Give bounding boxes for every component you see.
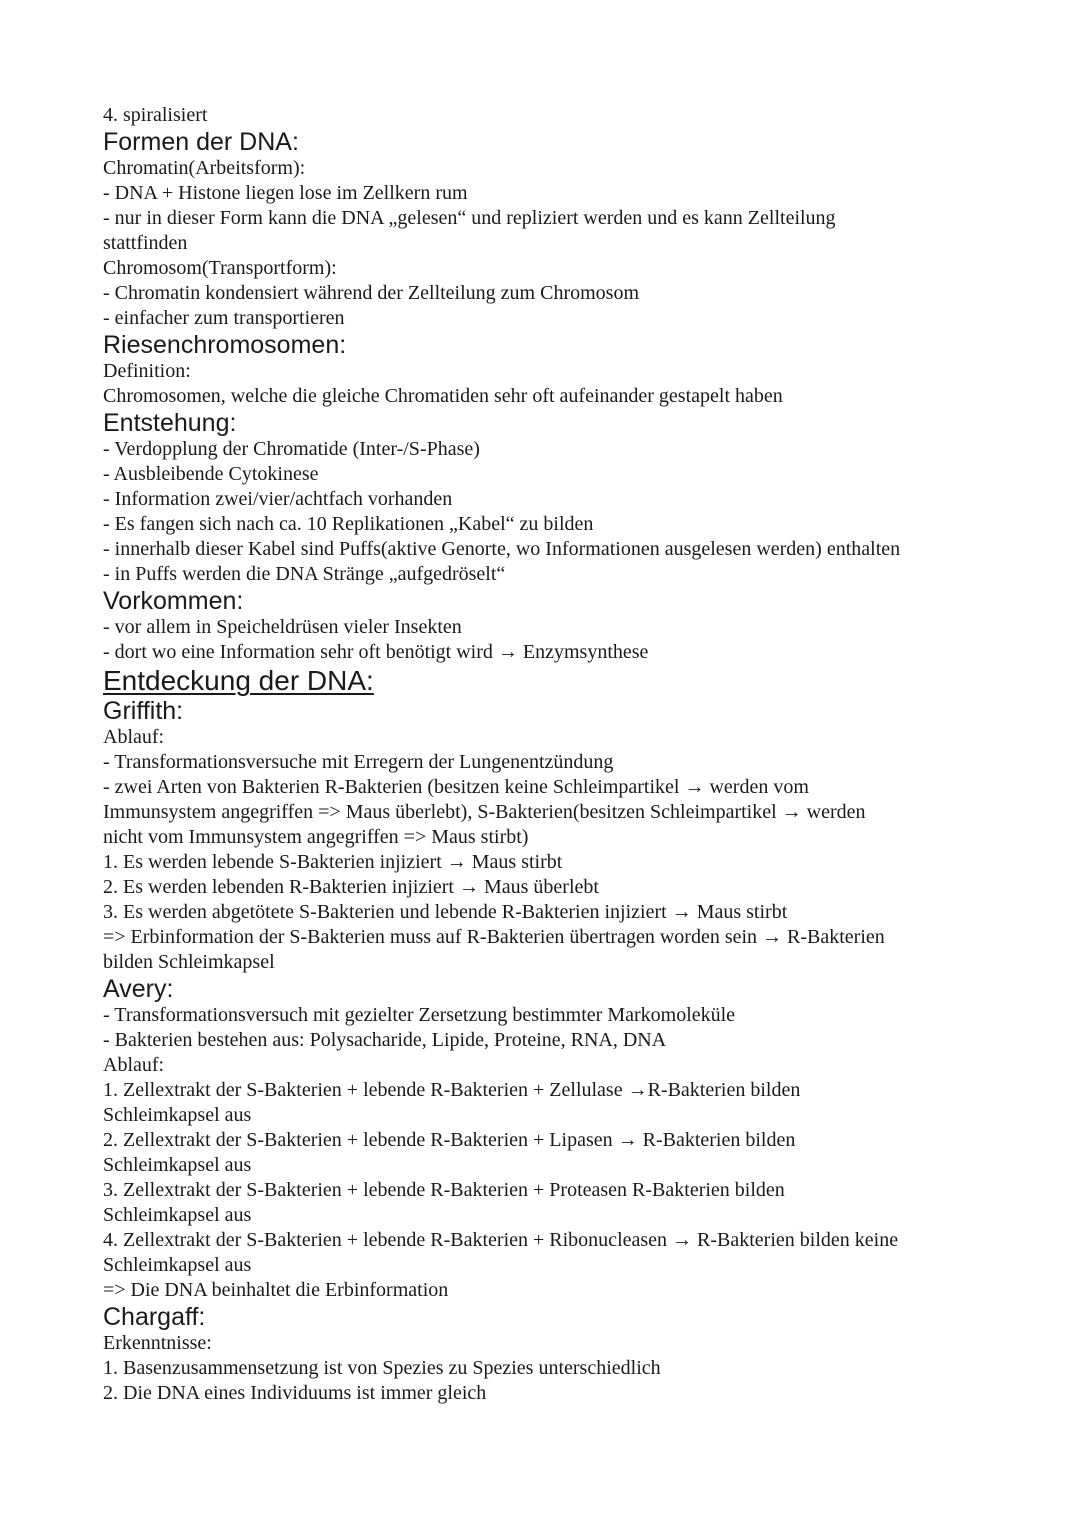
text-line: - dort wo eine Information sehr oft benötigt wird → Enzymsynthese (103, 641, 649, 663)
text-line: - zwei Arten von Bakterien R-Bakterien (besitzen keine Schleimpartikel → werden vom (103, 776, 809, 798)
text-line: Definition: (103, 360, 191, 382)
text-line: Erkenntnisse: (103, 1332, 212, 1354)
text-line: - Information zwei/vier/achtfach vorhanden (103, 488, 453, 510)
section-heading: Riesenchromosomen: (103, 331, 347, 359)
text-line: Chromosomen, welche die gleiche Chromatiden sehr oft aufeinander gestapelt haben (103, 385, 783, 407)
text-line: Ablauf: (103, 726, 165, 748)
text-line: Schleimkapsel aus (103, 1204, 252, 1226)
text-line: - Verdopplung der Chromatide (Inter-/S-Phase) (103, 438, 480, 460)
text-line: - innerhalb dieser Kabel sind Puffs(aktive Genorte, wo Informationen ausgelesen werden) enthalten (103, 538, 901, 560)
text-line: - Ausbleibende Cytokinese (103, 463, 319, 485)
text-line: 1. Es werden lebende S-Bakterien injiziert → Maus stirbt (103, 851, 563, 873)
text-line: Schleimkapsel aus (103, 1104, 252, 1126)
text-line: 3. Es werden abgetötete S-Bakterien und lebende R-Bakterien injiziert → Maus stirbt (103, 901, 788, 923)
main-heading: Entdeckung der DNA: (103, 665, 374, 696)
document-page (103, 103, 1033, 1406)
section-heading: Entstehung: (103, 409, 237, 437)
section-heading: Formen der DNA: (103, 128, 299, 156)
text-line: 2. Es werden lebenden R-Bakterien injiziert → Maus überlebt (103, 876, 599, 898)
text-line: - DNA + Histone liegen lose im Zellkern rum (103, 182, 468, 204)
text-line: 1. Basenzusammensetzung ist von Spezies zu Spezies unterschiedlich (103, 1357, 661, 1379)
text-line: 2. Die DNA eines Individuums ist immer gleich (103, 1382, 487, 1404)
text-line: 4. spiralisiert (103, 104, 208, 126)
text-line: 1. Zellextrakt der S-Bakterien + lebende R-Bakterien + Zellulase →R-Bakterien bilden (103, 1079, 801, 1101)
text-line: 2. Zellextrakt der S-Bakterien + lebende R-Bakterien + Lipasen → R-Bakterien bilden (103, 1129, 796, 1151)
text-line: Schleimkapsel aus (103, 1154, 252, 1176)
text-line: Ablauf: (103, 1054, 165, 1076)
text-line: bilden Schleimkapsel (103, 951, 275, 973)
section-heading: Avery: (103, 975, 174, 1003)
text-line: 3. Zellextrakt der S-Bakterien + lebende R-Bakterien + Proteasen R-Bakterien bilden (103, 1179, 785, 1201)
text-line: - Bakterien bestehen aus: Polysacharide, Lipide, Proteine, RNA, DNA (103, 1029, 667, 1051)
section-heading: Vorkommen: (103, 587, 244, 615)
text-line: 4. Zellextrakt der S-Bakterien + lebende R-Bakterien + Ribonucleasen → R-Bakterien bilden keine (103, 1229, 899, 1251)
text-line: - nur in dieser Form kann die DNA „gelesen“ und repliziert werden und es kann Zellteilung (103, 207, 836, 229)
text-line: - Chromatin kondensiert während der Zellteilung zum Chromosom (103, 282, 639, 304)
text-line: Chromatin(Arbeitsform): (103, 157, 306, 179)
section-heading: Griffith: (103, 697, 184, 725)
text-line: - in Puffs werden die DNA Stränge „aufgedröselt“ (103, 563, 506, 585)
section-heading: Chargaff: (103, 1303, 206, 1331)
text-line: Chromosom(Transportform): (103, 257, 337, 279)
text-line: - Es fangen sich nach ca. 10 Replikationen „Kabel“ zu bilden (103, 513, 594, 535)
text-line: Schleimkapsel aus (103, 1254, 252, 1276)
text-line: - Transformationsversuche mit Erregern der Lungenentzündung (103, 751, 614, 773)
text-line: - vor allem in Speicheldrüsen vieler Insekten (103, 616, 462, 638)
text-line: - einfacher zum transportieren (103, 307, 345, 329)
text-line: => Die DNA beinhaltet die Erbinformation (103, 1279, 449, 1301)
text-line: - Transformationsversuch mit gezielter Zersetzung bestimmter Markomoleküle (103, 1004, 736, 1026)
text-line: nicht vom Immunsystem angegriffen => Maus stirbt) (103, 826, 529, 848)
text-line: stattfinden (103, 232, 188, 254)
text-line: => Erbinformation der S-Bakterien muss auf R-Bakterien übertragen worden sein → R-Bakterien (103, 926, 885, 948)
text-line: Immunsystem angegriffen => Maus überlebt), S-Bakterien(besitzen Schleimpartikel → werden (103, 801, 866, 823)
